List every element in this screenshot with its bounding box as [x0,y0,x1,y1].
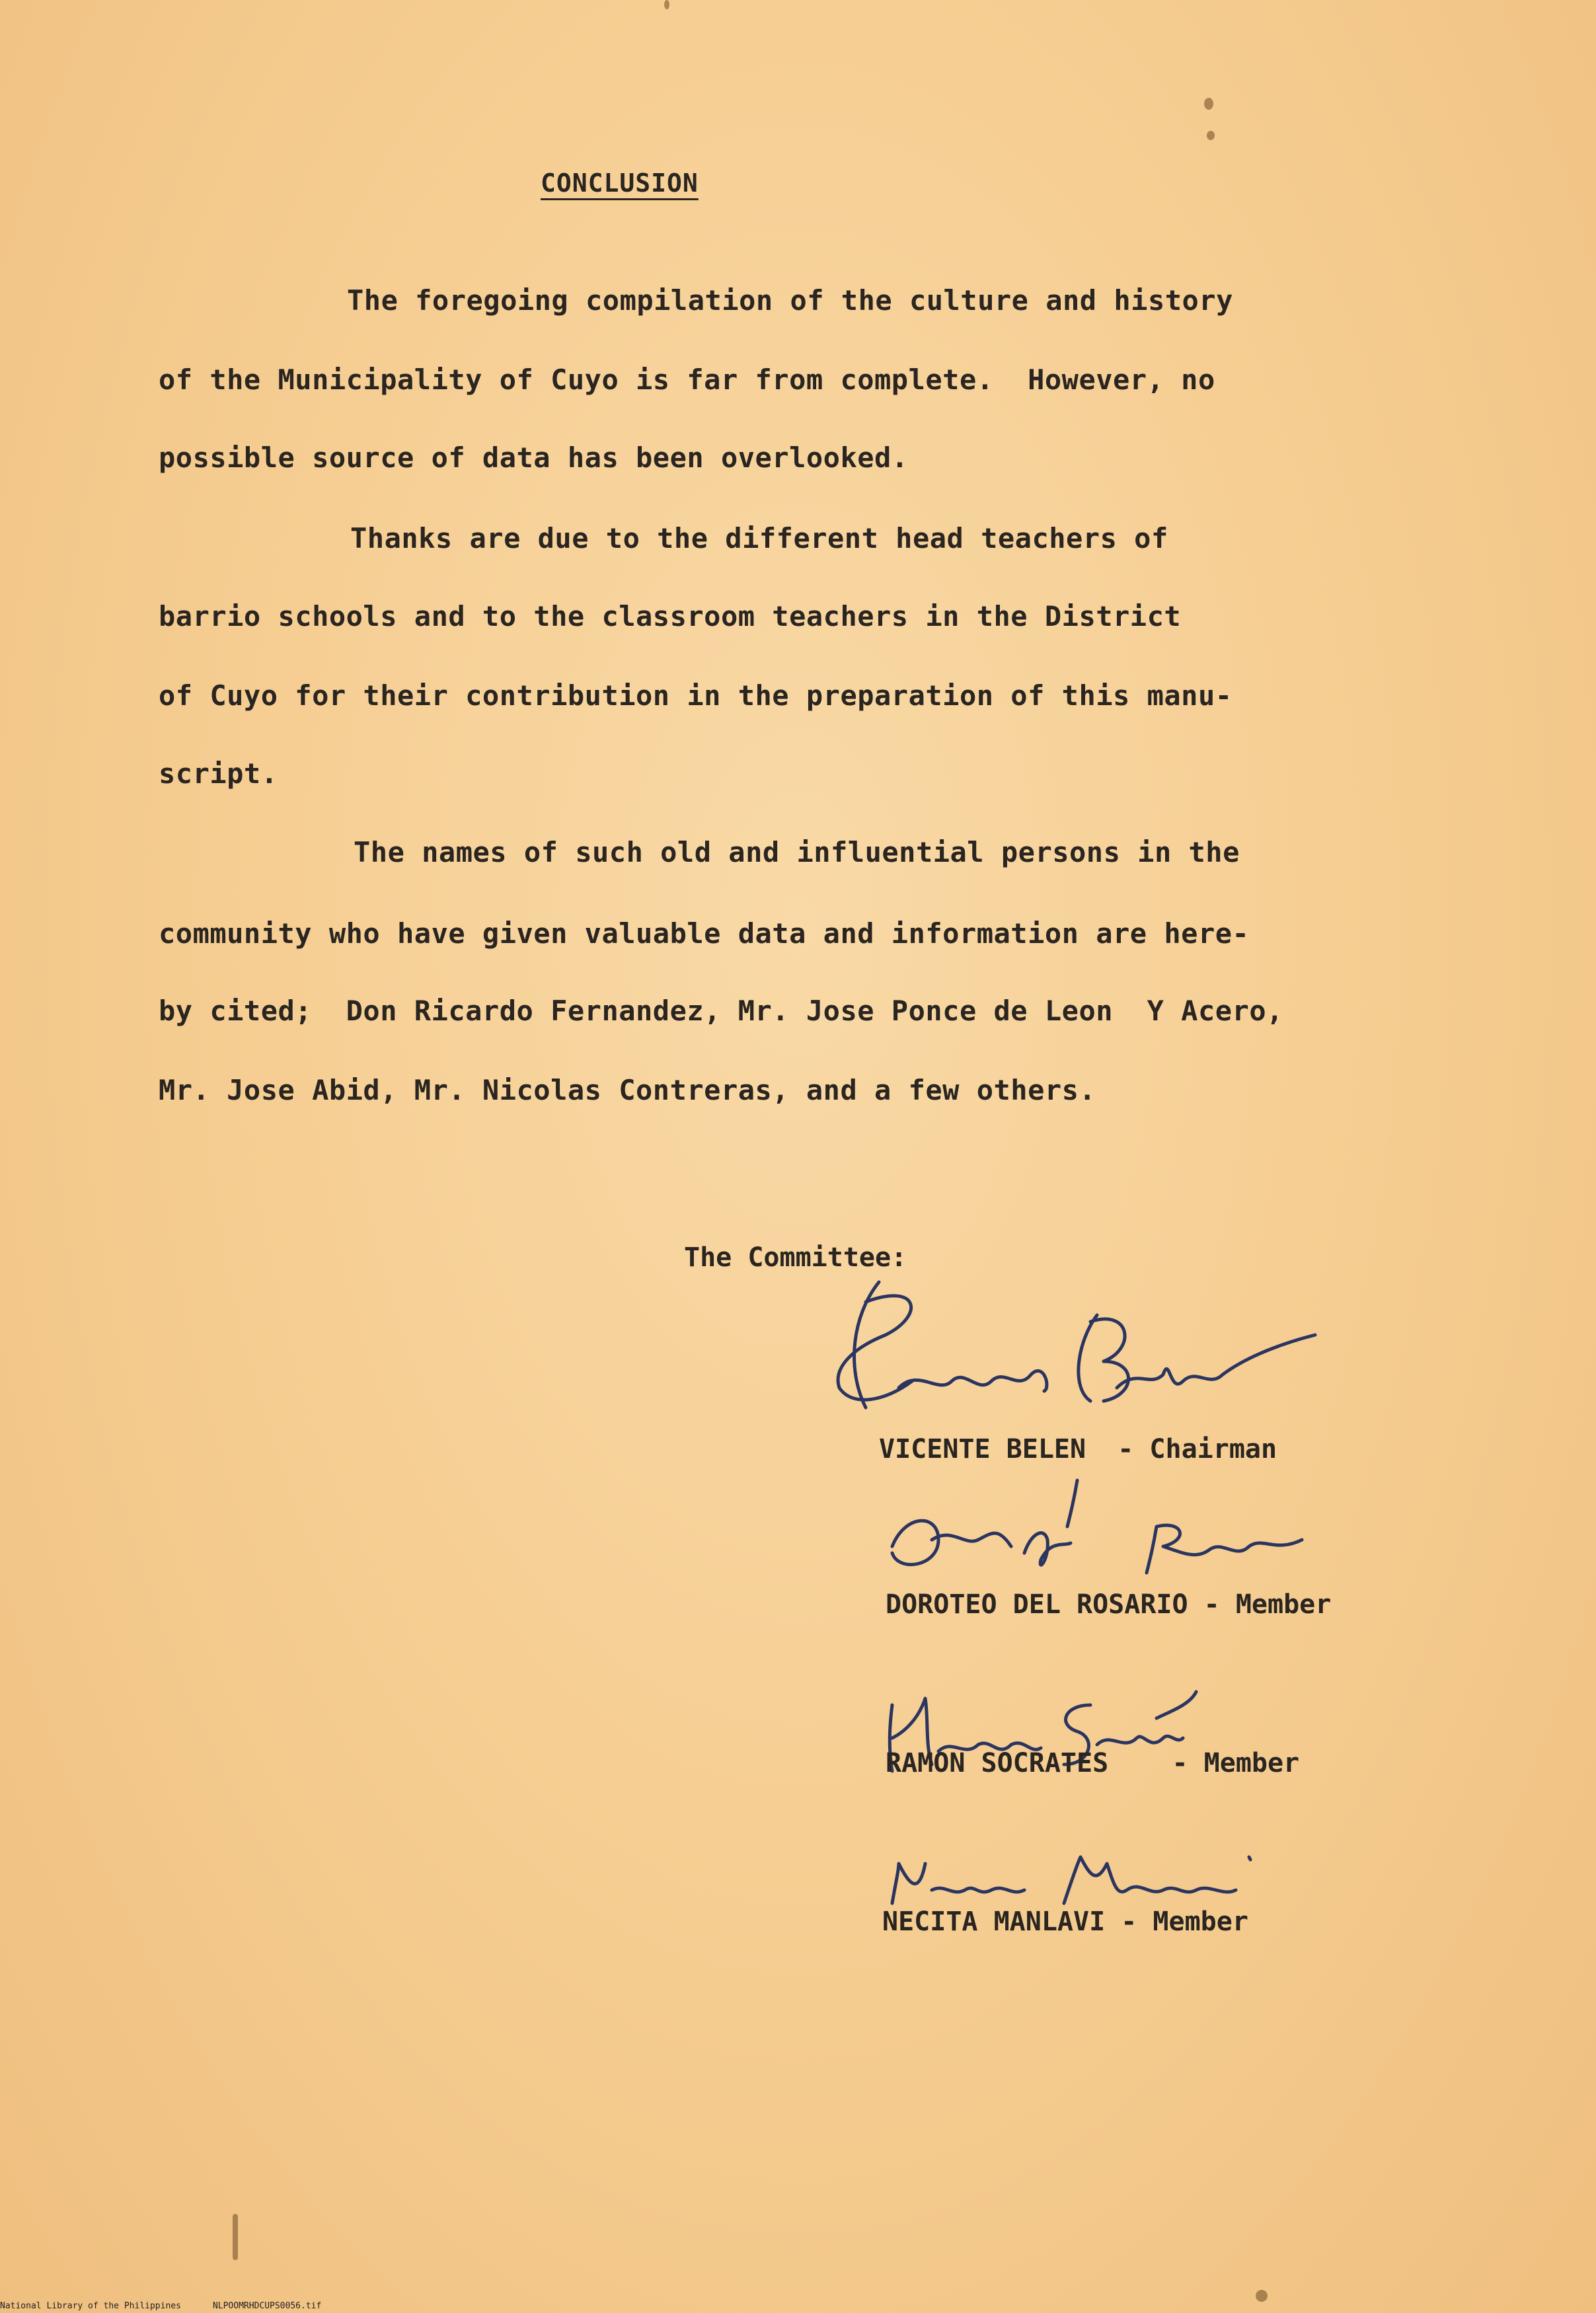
body-line: The foregoing compilation of the culture and history [347,284,1233,317]
member-line [886,1748,1299,1778]
member-line [879,1434,1277,1464]
member-name: VICENTE BELEN [879,1434,1086,1464]
file-label: NLPOOMRHDCUPS0056.tif [212,2301,322,2311]
body-line: of Cuyo for their contribution in the preparation of this manu- [159,679,1233,712]
committee-label: The Committee: [684,1242,907,1273]
body-line: barrio schools and to the classroom teachers in the District [159,600,1182,632]
document-title: CONCLUSION [541,169,699,198]
signature-doroteo-del-rosario [879,1474,1328,1593]
body-line: script. [159,757,278,790]
member-line [886,1589,1331,1620]
member-name: RAMON SOCRATES [886,1748,1109,1778]
paper-spot [233,2214,238,2260]
member-role: - Chairman [1118,1434,1277,1464]
paper-spot [1204,98,1213,110]
body-line: community who have given valuable data and information are here- [159,917,1250,950]
body-line: of the Municipality of Cuyo is far from complete. However, no [159,363,1215,396]
signature-vicente-belen [826,1275,1328,1447]
library-label: National Library of the Philippines [0,2301,181,2311]
body-line: possible source of data has been overlooked. [159,441,909,474]
signature-necita-manlavi [879,1844,1289,1916]
member-role: - Member [1121,1907,1248,1937]
member-name: NECITA MANLAVI [882,1907,1106,1937]
paper-spot [1256,2290,1268,2302]
body-line: Thanks are due to the different head teachers of [350,522,1168,554]
member-line [882,1907,1248,1937]
member-role: - Member [1172,1748,1300,1778]
scan-footer [0,2301,353,2311]
member-name: DOROTEO DEL ROSARIO [886,1589,1188,1620]
body-line: The names of such old and influential persons in the [354,836,1240,868]
paper-spot [1207,131,1215,140]
body-line: by cited; Don Ricardo Fernandez, Mr. Jose Ponce de Leon Y Acero, [159,995,1283,1027]
body-line: Mr. Jose Abid, Mr. Nicolas Contreras, and a few others. [159,1074,1096,1106]
paper-spot [664,0,669,9]
member-role: - Member [1203,1589,1332,1620]
